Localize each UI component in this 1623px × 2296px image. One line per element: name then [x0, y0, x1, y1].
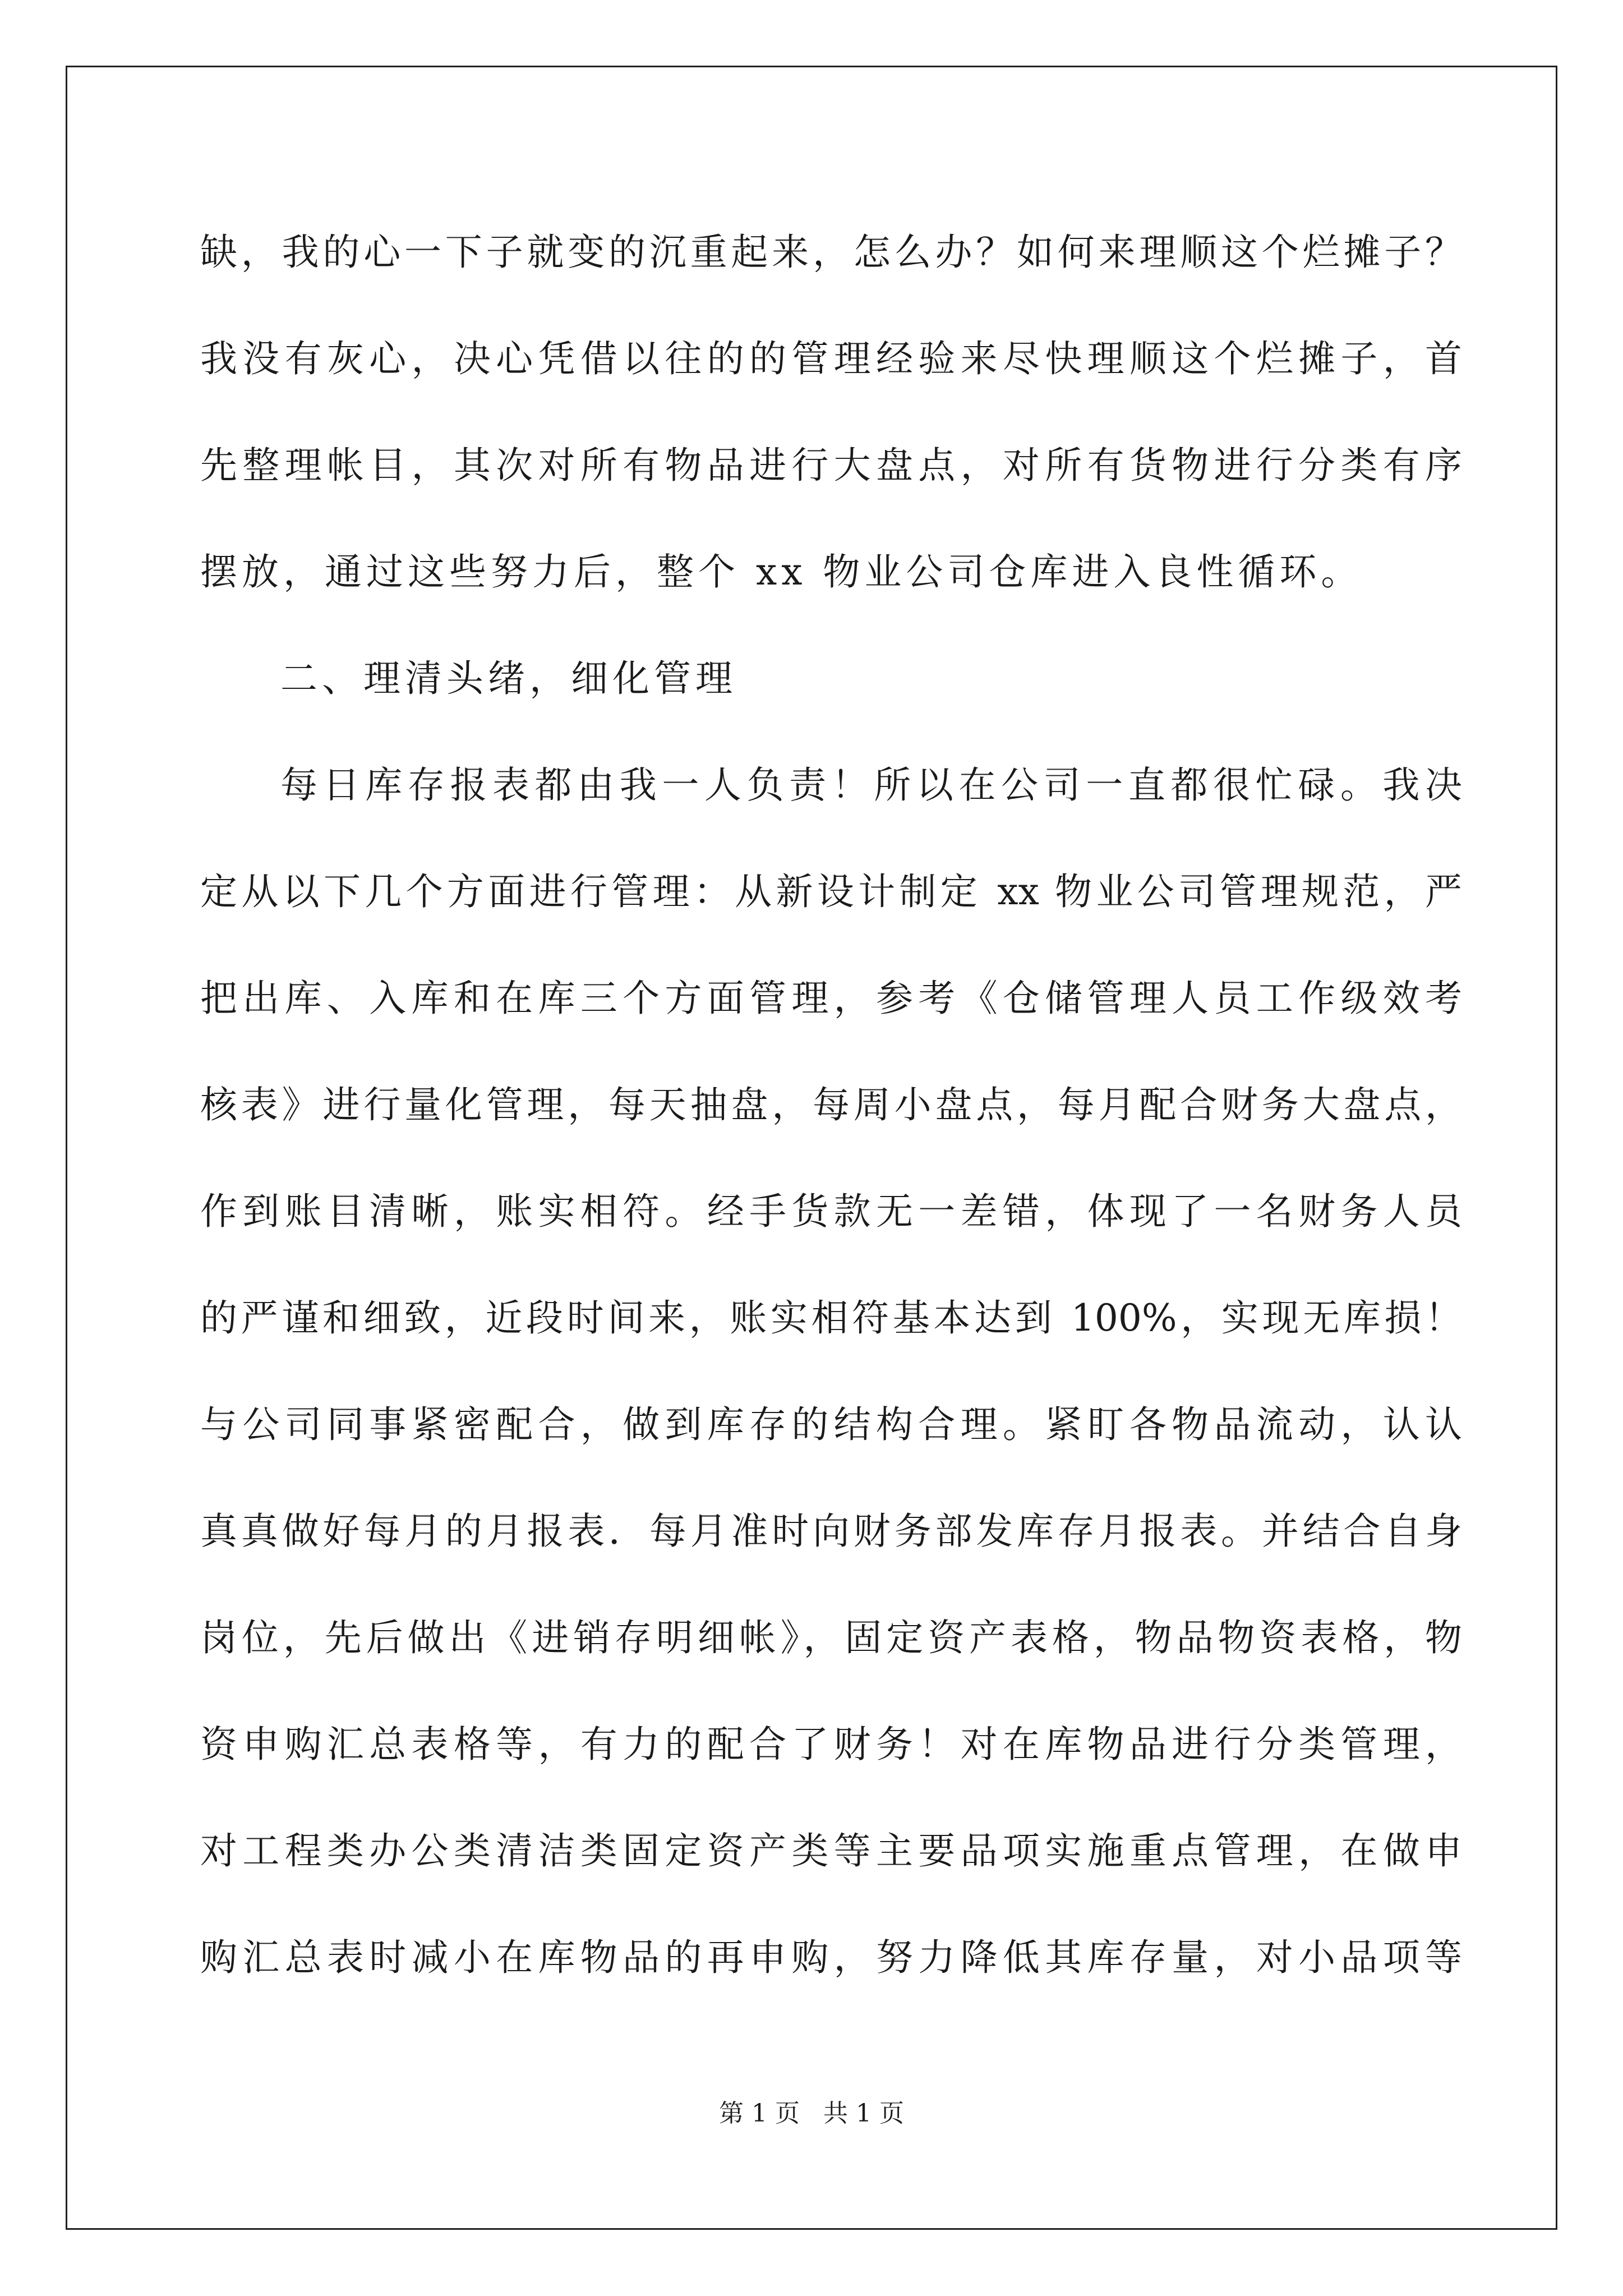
body-line-2: 我没有灰心，决心凭借以往的的管理经验来尽快理顺这个烂摊子，首 [200, 337, 1462, 380]
body-line-6: 每日库存报表都由我一人负责！所以在公司一直都很忙碌。我决 [280, 763, 1462, 807]
body-line-10: 作到账目清晰，账实相符。经手货款无一差错，体现了一名财务人员 [200, 1190, 1462, 1233]
body-line-11: 的严谨和细致，近段时间来，账实相符基本达到 100%，实现无库损！ [200, 1296, 1462, 1340]
page-border [66, 66, 1557, 2230]
body-line-8: 把出库、入库和在库三个方面管理，参考《仓储管理人员工作级效考 [200, 977, 1462, 1020]
body-line-17: 购汇总表时减小在库物品的再申购，努力降低其库存量，对小品项等 [200, 1936, 1462, 1979]
body-line-7: 定从以下几个方面进行管理：从新设计制定 xx 物业公司管理规范，严 [200, 870, 1462, 913]
body-line-14: 岗位，先后做出《进销存明细帐》，固定资产表格，物品物资表格，物 [200, 1616, 1462, 1659]
body-line-1: 缺，我的心一下子就变的沉重起来，怎么办？如何来理顺这个烂摊子？ [200, 231, 1462, 274]
body-line-13: 真真做好每月的月报表．每月准时向财务部发库存月报表。并结合自身 [200, 1510, 1462, 1553]
body-line-12: 与公司同事紧密配合，做到库存的结构合理。紧盯各物品流动，认认 [200, 1403, 1462, 1446]
body-line-16: 对工程类办公类清洁类固定资产类等主要品项实施重点管理，在做申 [200, 1829, 1462, 1872]
section-heading: 二、理清头绪，细化管理 [280, 657, 737, 700]
body-line-3: 先整理帐目，其次对所有物品进行大盘点，对所有货物进行分类有序 [200, 444, 1462, 487]
page-number: 第 1 页 共 1 页 [719, 2099, 904, 2128]
body-line-4: 摆放，通过这些努力后，整个 xx 物业公司仓库进入良性循环。 [200, 550, 1363, 593]
body-line-9: 核表》进行量化管理，每天抽盘，每周小盘点，每月配合财务大盘点， [200, 1083, 1462, 1126]
body-line-15: 资申购汇总表格等，有力的配合了财务！对在库物品进行分类管理， [200, 1723, 1462, 1766]
